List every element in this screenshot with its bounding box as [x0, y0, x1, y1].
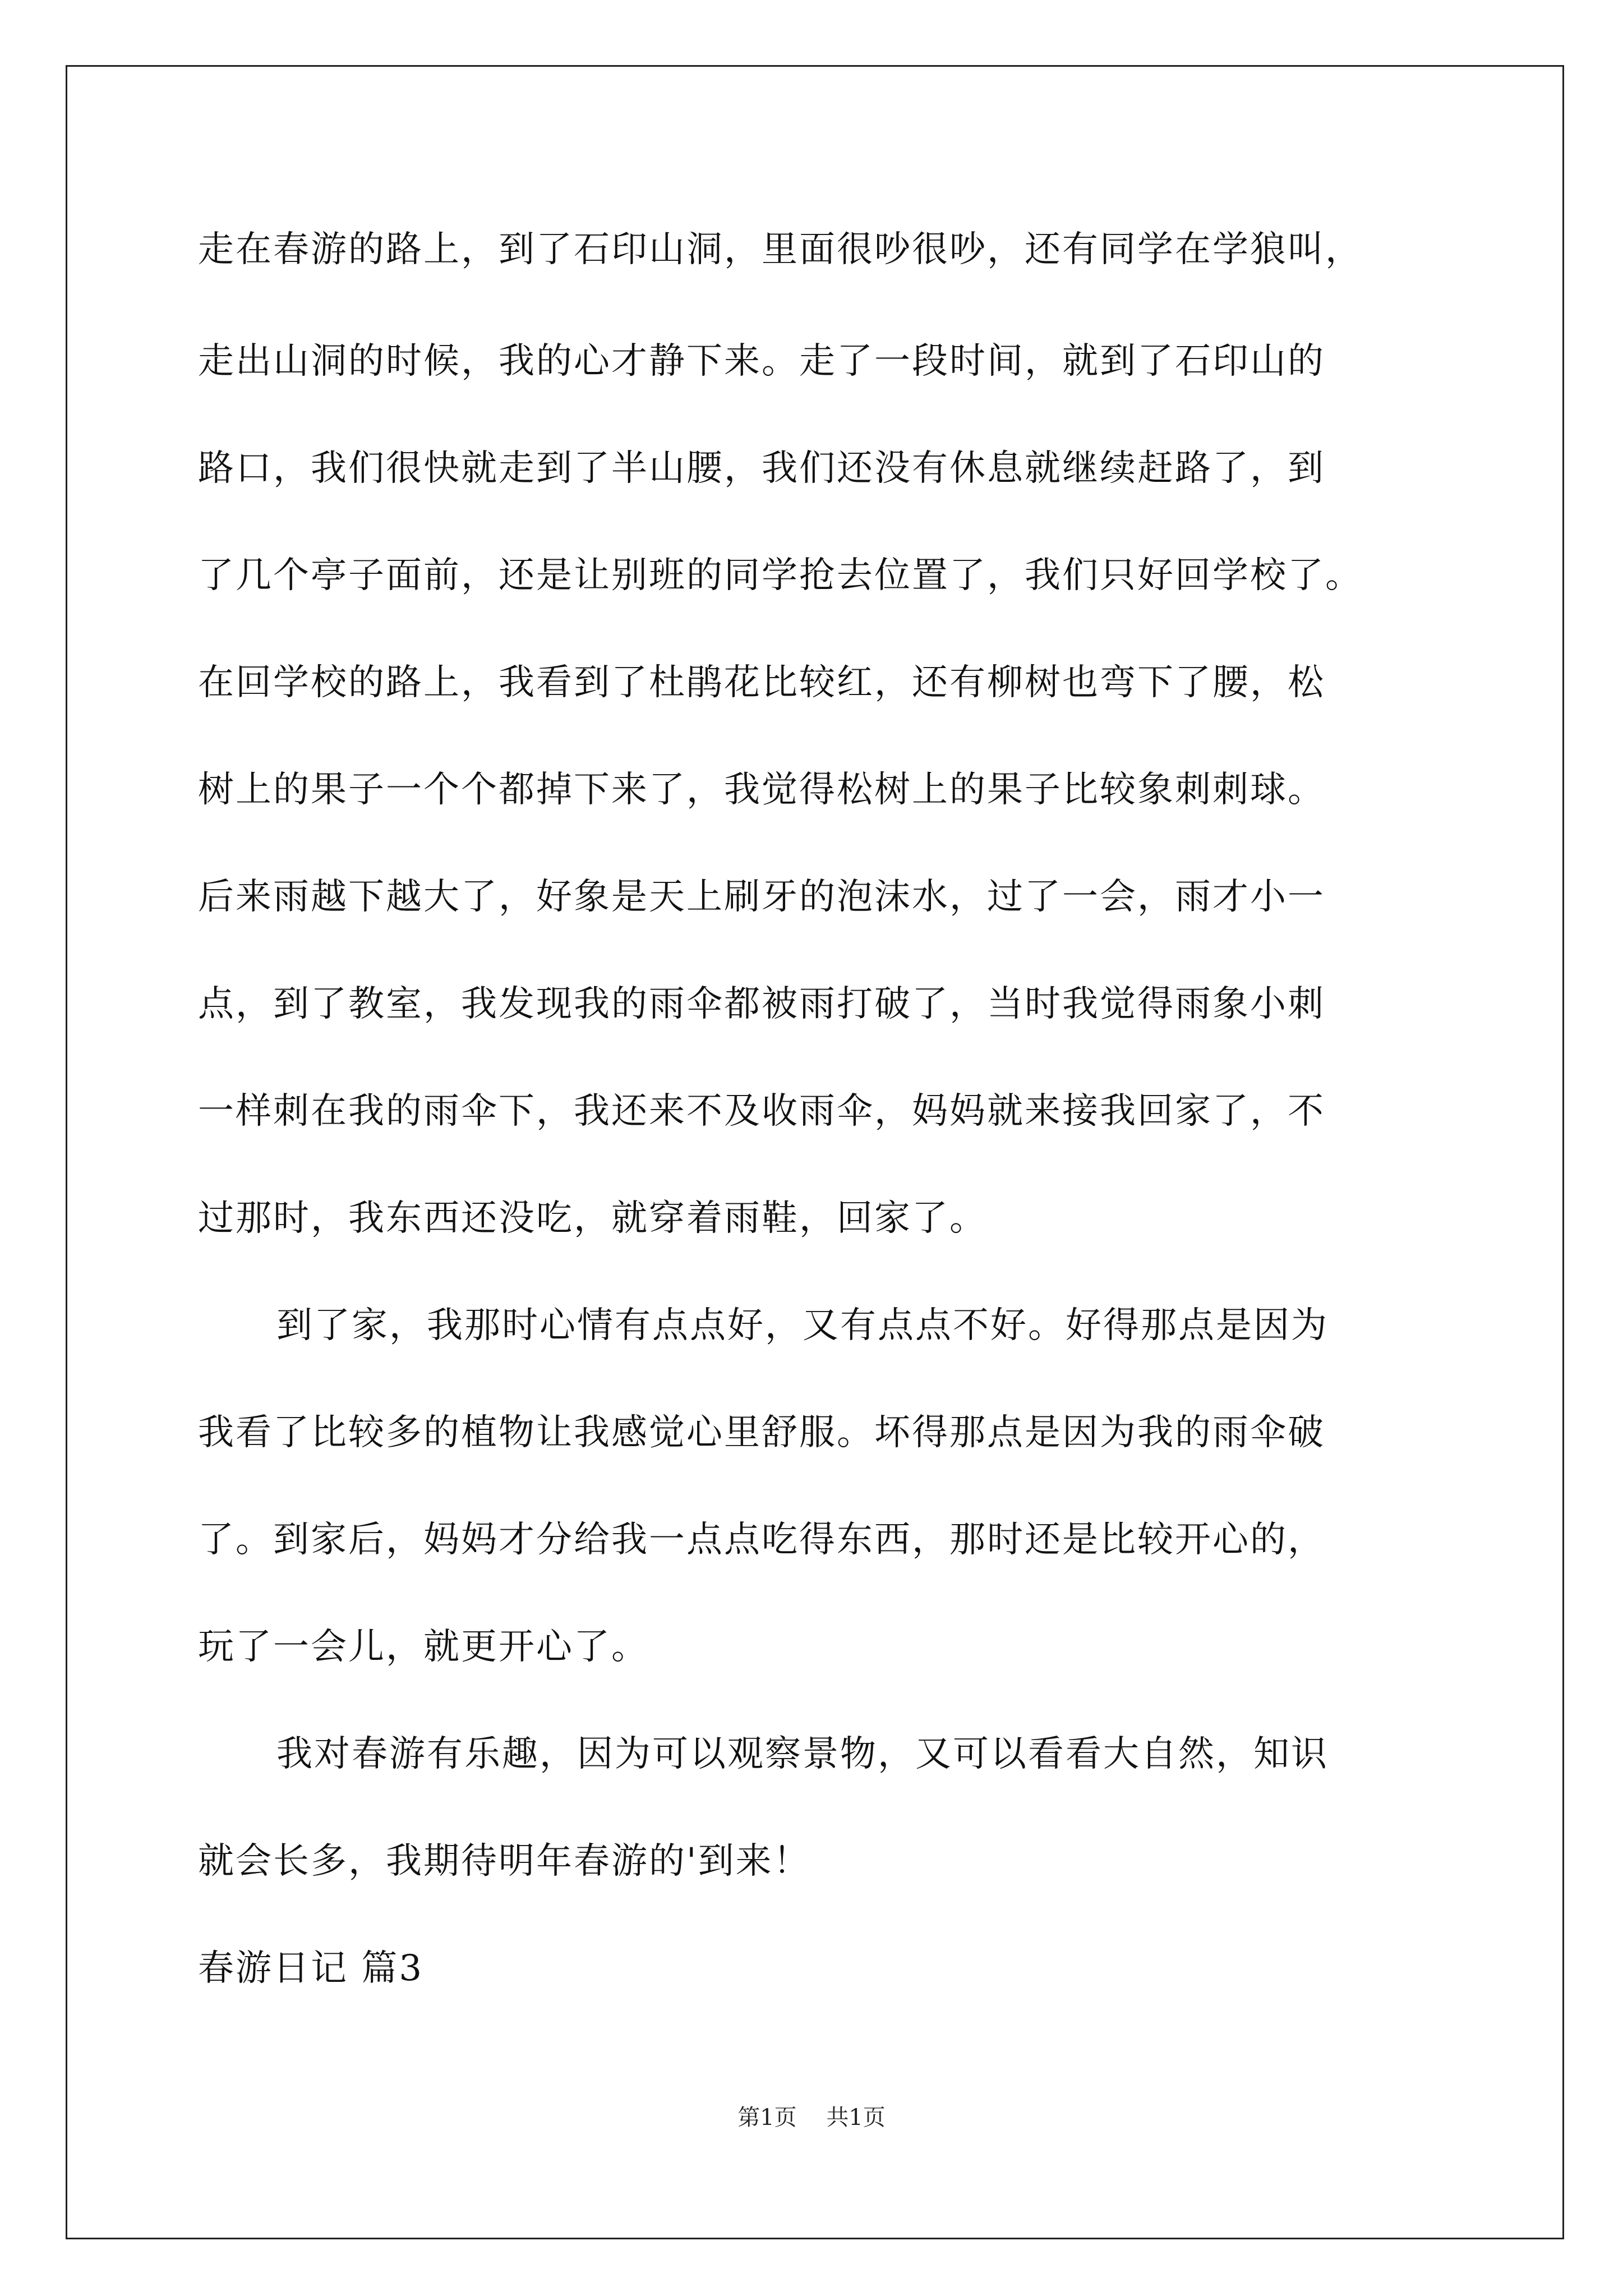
paragraph-line: 走出山洞的时候，我的心才静下来。走了一段时间，就到了石印山的 — [198, 341, 1325, 382]
paragraph-line: 我看了比较多的植物让我感觉心里舒服。坏得那点是因为我的雨伞破 — [198, 1412, 1325, 1453]
paragraph-line: 了。到家后，妈妈才分给我一点点吃得东西，那时还是比较开心的， — [198, 1519, 1325, 1561]
paragraph-line: 点，到了教室，我发现我的雨伞都被雨打破了，当时我觉得雨象小刺 — [198, 983, 1325, 1025]
paragraph-line: 路口，我们很快就走到了半山腰，我们还没有休息就继续赶路了，到 — [198, 448, 1325, 489]
paragraph-line: 在回学校的路上，我看到了杜鹃花比较红，还有柳树也弯下了腰，松 — [198, 662, 1325, 703]
paragraph-line: 走在春游的路上，到了石印山洞，里面很吵很吵，还有同学在学狼叫， — [198, 229, 1363, 270]
page-total: 共1页 — [826, 2105, 886, 2131]
paragraph-line: 后来雨越下越大了，好象是天上刷牙的泡沫水，过了一会，雨才小一 — [198, 876, 1325, 918]
page-current: 第1页 — [737, 2105, 797, 2131]
paragraph-line: 一样刺在我的雨伞下，我还来不及收雨伞，妈妈就来接我回家了，不 — [198, 1091, 1325, 1132]
paragraph-line: 了几个亭子面前，还是让别班的同学抢去位置了，我们只好回学校了。 — [198, 555, 1363, 596]
paragraph-line: 树上的果子一个个都掉下来了，我觉得松树上的果子比较象刺刺球。 — [198, 769, 1325, 811]
paragraph-line: 过那时，我东西还没吃，就穿着雨鞋，回家了。 — [198, 1198, 987, 1239]
paragraph-line: 我对春游有乐趣，因为可以观察景物，又可以看看大自然，知识 — [276, 1733, 1329, 1775]
section-heading: 春游日记 篇3 — [198, 1948, 424, 1989]
paragraph-line: 到了家，我那时心情有点点好，又有点点不好。好得那点是因为 — [276, 1305, 1329, 1346]
paragraph-line: 就会长多，我期待明年春游的'到来！ — [198, 1841, 811, 1882]
page-frame — [66, 65, 1564, 2239]
page-footer — [0, 2104, 1623, 2132]
paragraph-line: 玩了一会儿，就更开心了。 — [198, 1626, 649, 1668]
